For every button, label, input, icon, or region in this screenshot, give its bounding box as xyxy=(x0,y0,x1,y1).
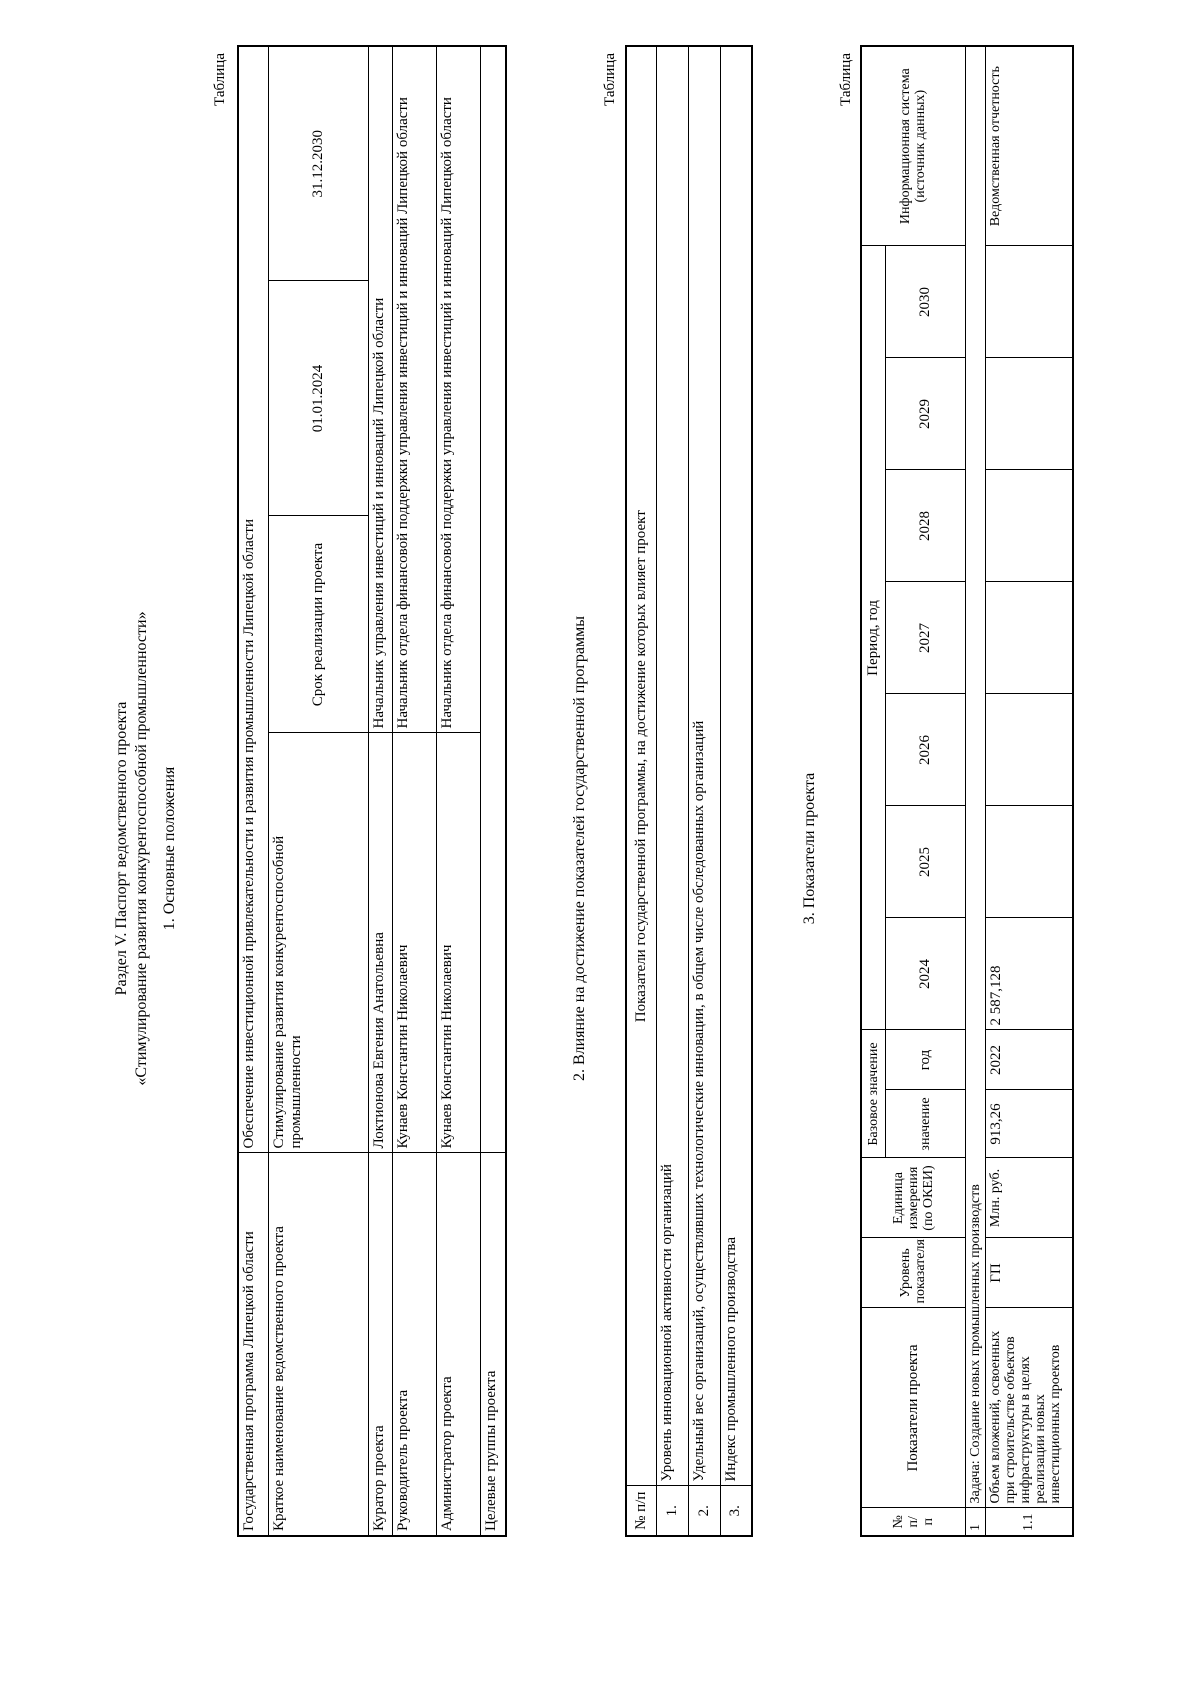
table-row xyxy=(720,46,752,1536)
col-year-header: 2027 xyxy=(885,582,965,694)
row-label: Краткое наименование ведомственного проекта xyxy=(268,1153,368,1536)
col-level-header: Уровень показателя xyxy=(861,1238,965,1308)
row-unit: Млн. руб. xyxy=(985,1158,1073,1238)
project-indicators-table xyxy=(860,45,1074,1537)
col-period-header: Период, год xyxy=(861,246,885,1030)
table-header-row xyxy=(861,46,885,1536)
table-row xyxy=(392,46,436,1536)
col-indicator-header: Показатели государственной программы, на достижение которых влияет проект xyxy=(626,46,656,1486)
program-indicators-table xyxy=(625,45,753,1537)
table-row xyxy=(436,46,480,1536)
row-name: Кунаев Константин Николаевич xyxy=(436,733,480,1153)
table-row xyxy=(480,46,506,1536)
row-num: 1.1 xyxy=(985,1508,1073,1536)
row-year-value xyxy=(985,582,1073,694)
col-year-header: 2028 xyxy=(885,470,965,582)
row-value: Обеспечение инвестиционной привлекательности и развития промышленности Липецкой области xyxy=(238,46,268,1153)
col-year-header: 2025 xyxy=(885,806,965,918)
table-row xyxy=(688,46,720,1536)
table-row xyxy=(368,46,392,1536)
table2-label: Таблица xyxy=(602,53,618,106)
col-unit-header: Единица измерения (по ОКЕИ) xyxy=(861,1158,965,1238)
row-year-value xyxy=(985,358,1073,470)
row-text: Удельный вес организаций, осуществлявших технологические инновации, в общем числе обследованных организаций xyxy=(688,46,720,1486)
col-base-year-header: год xyxy=(885,1030,965,1090)
col-year-header: 2029 xyxy=(885,358,965,470)
term-end: 31.12.2030 xyxy=(268,46,368,281)
row-value xyxy=(480,46,506,1153)
row-position: Начальник отдела финансовой поддержки управления инвестиций и инноваций Липецкой области xyxy=(436,46,480,733)
row-year-value: 2 587,128 xyxy=(985,918,1073,1030)
part1-title: 1. Основные положения xyxy=(161,766,178,931)
col-info-header: Информационная система (источник данных) xyxy=(861,46,965,246)
row-num: 3. xyxy=(720,1486,752,1536)
col-base-value-header: значение xyxy=(885,1090,965,1158)
col-year-header: 2024 xyxy=(885,918,965,1030)
row-text: Индекс промышленного производства xyxy=(720,46,752,1486)
row-level: ГП xyxy=(985,1238,1073,1308)
section-title: Раздел V. Паспорт ведомственного проекта xyxy=(113,701,130,996)
row-num: 1. xyxy=(656,1486,688,1536)
main-provisions-table xyxy=(237,45,507,1537)
col-num-header: № п/п xyxy=(861,1508,965,1536)
row-label: Руководитель проекта xyxy=(392,1153,436,1536)
row-year-value xyxy=(985,806,1073,918)
row-position: Начальник отдела финансовой поддержки управления инвестиций и инноваций Липецкой области xyxy=(392,46,436,733)
table-row xyxy=(238,46,268,1536)
table3-label: Таблица xyxy=(838,53,854,106)
col-base-header: Базовое значение xyxy=(861,1030,885,1158)
term-label: Срок реализации проекта xyxy=(268,516,368,733)
table-row xyxy=(985,46,1073,1536)
row-label: Администратор проекта xyxy=(436,1153,480,1536)
row-base-year: 2022 xyxy=(985,1030,1073,1090)
row-year-value xyxy=(985,246,1073,358)
row-value: Стимулирование развития конкурентоспособной промышленности xyxy=(268,733,368,1153)
row-label: Государственная программа Липецкой области xyxy=(238,1153,268,1536)
task-num: 1 xyxy=(965,1508,985,1536)
row-name: Кунаев Константин Николаевич xyxy=(392,733,436,1153)
term-start: 01.01.2024 xyxy=(268,281,368,516)
col-indicator-header: Показатели проекта xyxy=(861,1308,965,1508)
row-name: Локтионова Евгения Анатольевна xyxy=(368,733,392,1153)
task-text: Задача: Создание новых промышленных производств xyxy=(965,46,985,1508)
table-row xyxy=(268,46,368,1536)
part2-title: 2. Влияние на достижение показателей государственной программы xyxy=(571,615,588,1082)
project-name: «Стимулирование развития конкурентоспособной промышленности» xyxy=(133,611,150,1086)
row-year-value xyxy=(985,470,1073,582)
table-row xyxy=(656,46,688,1536)
row-label: Куратор проекта xyxy=(368,1153,392,1536)
row-num: 2. xyxy=(688,1486,720,1536)
part3-title: 3. Показатели проекта xyxy=(801,772,818,925)
col-year-header: 2026 xyxy=(885,694,965,806)
task-row xyxy=(965,46,985,1536)
row-year-value xyxy=(985,694,1073,806)
row-label: Целевые группы проекта xyxy=(480,1153,506,1536)
table1-label: Таблица xyxy=(212,53,228,106)
row-base-value: 913,26 xyxy=(985,1090,1073,1158)
row-indicator: Объем вложений, освоенных при строительстве объектов инфраструктуры в целях реализации новых инвестиционных проектов xyxy=(985,1308,1073,1508)
row-position: Начальник управления инвестиций и инноваций Липецкой области xyxy=(368,46,392,733)
col-year-header: 2030 xyxy=(885,246,965,358)
row-text: Уровень инновационной активности организаций xyxy=(656,46,688,1486)
col-num-header: № п/п xyxy=(626,1486,656,1536)
row-source: Ведомственная отчетность xyxy=(985,46,1073,246)
table-header-row xyxy=(626,46,656,1536)
